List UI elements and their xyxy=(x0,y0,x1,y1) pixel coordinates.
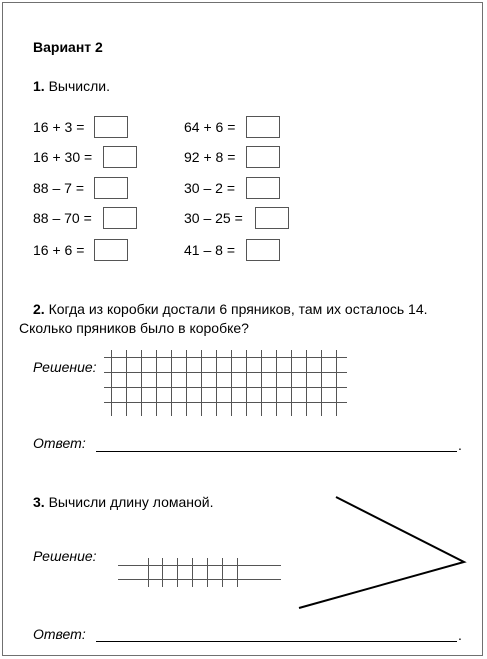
task3-answer-line[interactable] xyxy=(96,641,457,642)
expr-r1: 64 + 6 = xyxy=(184,119,236,135)
task2-answer-dot: . xyxy=(458,437,462,453)
answer-box-l5[interactable] xyxy=(94,239,128,261)
task3-answer-label: Ответ: xyxy=(33,626,86,642)
task1-text: Вычисли. xyxy=(48,78,110,94)
answer-box-r4[interactable] xyxy=(255,207,289,229)
task3-number: 3. xyxy=(33,494,45,510)
task2-answer-label: Ответ: xyxy=(33,435,86,451)
task3-answer-dot: . xyxy=(458,627,462,643)
task1-heading xyxy=(33,78,110,94)
task3-solution-label: Решение: xyxy=(33,548,97,564)
expr-l5: 16 + 6 = xyxy=(33,242,85,258)
expr-r4: 30 – 25 = xyxy=(184,210,243,226)
answer-box-l1[interactable] xyxy=(94,116,128,138)
task1-number: 1. xyxy=(33,78,45,94)
expr-l3: 88 – 7 = xyxy=(33,180,84,196)
task3-solution-grid[interactable] xyxy=(118,558,284,588)
answer-box-l2[interactable] xyxy=(103,146,137,168)
answer-box-r5[interactable] xyxy=(246,239,280,261)
task3-heading xyxy=(33,494,214,510)
answer-box-l4[interactable] xyxy=(103,207,137,229)
variant-title: Вариант 2 xyxy=(33,39,103,55)
expr-l4: 88 – 70 = xyxy=(33,210,92,226)
expr-l1: 16 + 3 = xyxy=(33,119,85,135)
answer-box-r3[interactable] xyxy=(246,177,280,199)
expr-r2: 92 + 8 = xyxy=(184,149,236,165)
expr-r5: 41 – 8 = xyxy=(184,242,235,258)
task2-line1 xyxy=(33,301,428,317)
task2-text-line2: Сколько пряников было в коробке? xyxy=(19,320,249,336)
answer-box-r1[interactable] xyxy=(246,116,280,138)
task2-number: 2. xyxy=(33,301,45,317)
polyline-figure xyxy=(290,490,470,615)
task2-text-line1: Когда из коробки достали 6 пряников, там их осталось 14. xyxy=(48,301,428,317)
task2-solution-grid[interactable] xyxy=(104,350,350,420)
task2-solution-label: Решение: xyxy=(33,359,97,375)
expr-r3: 30 – 2 = xyxy=(184,180,235,196)
task2-answer-line[interactable] xyxy=(96,451,457,452)
answer-box-l3[interactable] xyxy=(94,177,128,199)
answer-box-r2[interactable] xyxy=(246,146,280,168)
expr-l2: 16 + 30 = xyxy=(33,149,93,165)
task3-text: Вычисли длину ломаной. xyxy=(48,494,214,510)
